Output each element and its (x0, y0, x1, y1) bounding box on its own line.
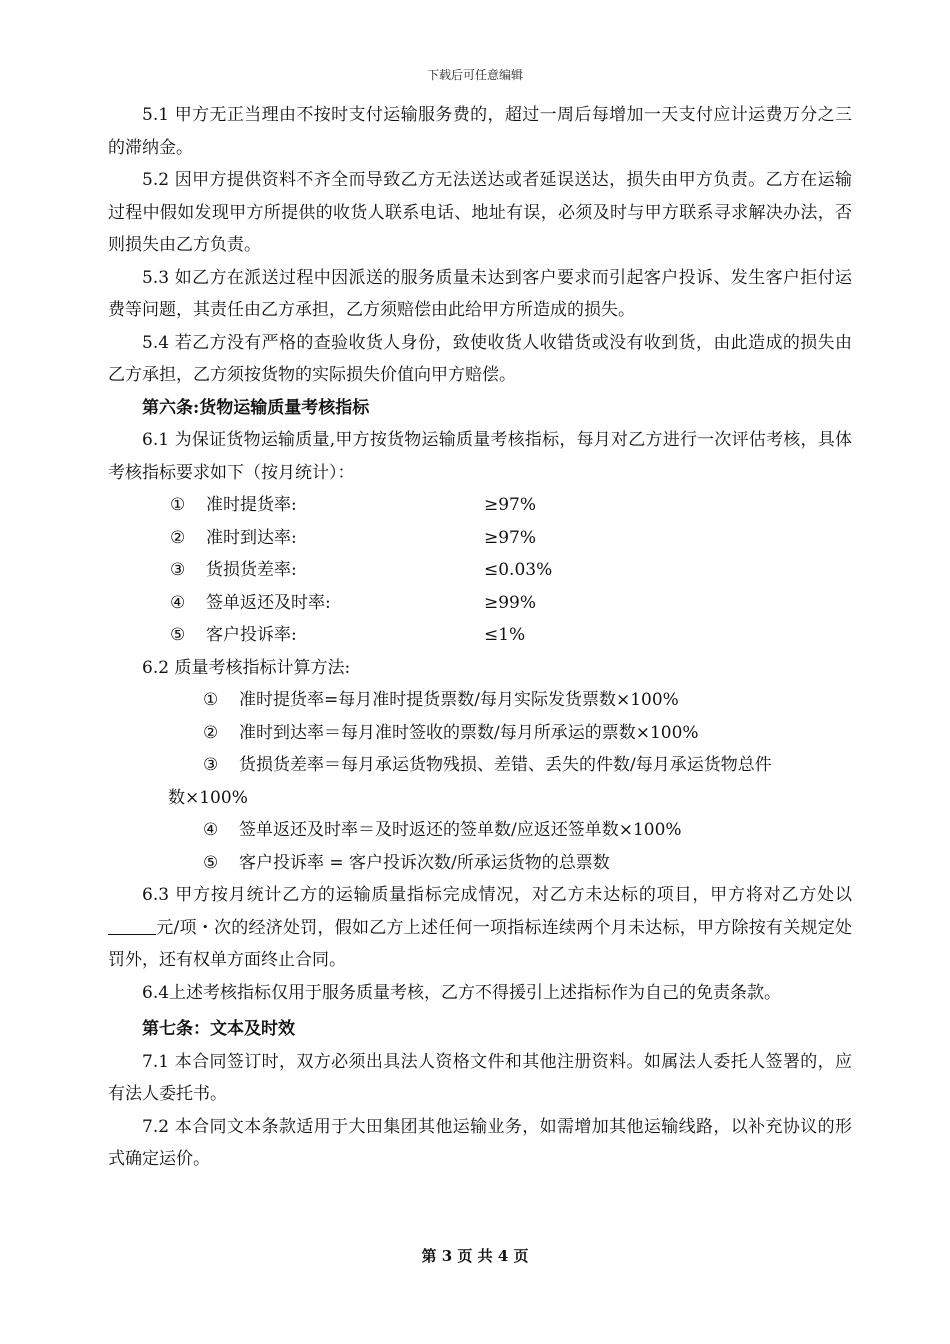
indicator-number: ② (170, 527, 186, 548)
calculation-formula: 准时提货率=每月准时提货票数/每月实际发货票数×100% (239, 690, 679, 710)
calculation-item (108, 684, 852, 717)
calculation-formula: 货损货差率＝每月承运货物残损、差错、丢失的件数/每月承运货物总件 (239, 755, 772, 775)
indicator-name: 货损货差率: (206, 560, 297, 580)
indicator-value: ≥99% (484, 592, 537, 613)
indicator-row (108, 489, 852, 522)
indicator-row (108, 554, 852, 587)
document-body (108, 99, 852, 1176)
calculation-formula: 准时到达率＝每月准时签收的票数/每月所承运的票数×100% (239, 722, 699, 743)
indicator-row (108, 619, 852, 652)
indicator-name: 准时提货率: (206, 495, 297, 515)
calculation-item (108, 749, 852, 782)
clause-6-4: 6.4上述考核指标仅用于服务质量考核，乙方不得援引上述指标作为自己的免责条款。 (142, 982, 782, 1003)
indicator-list (108, 489, 852, 652)
calculation-number: ⑤ (203, 852, 219, 873)
calculation-item (108, 717, 852, 750)
indicator-number: ④ (170, 592, 186, 613)
clause-6-1: 6.1 为保证货物运输质量,甲方按货物运输质量考核指标，每月对乙方进行一次评估考核，具体考核指标要求如下（按月统计）： (108, 430, 852, 483)
clause-7-1: 7.1 本合同签订时，双方必须出具法人资格文件和其他注册资料。如属法人委托人签署的，应有法人委托书。 (108, 1051, 852, 1104)
clause-5-2: 5.2 因甲方提供资料不齐全而导致乙方无法送达或者延误送达，损失由甲方负责。乙方在运输过程中假如发现甲方所提供的收货人联系电话、地址有误，必须及时与甲方联系寻求解决办法，否则损失由乙方负责。 (108, 170, 852, 255)
indicator-value: ≤1% (484, 625, 526, 645)
calculation-list (108, 684, 852, 879)
penalty-amount-blank (108, 916, 156, 935)
calculation-formula: 客户投诉率 = 客户投诉次数/所承运货物的总票数 (239, 852, 610, 873)
indicator-name: 准时到达率: (206, 527, 297, 548)
page-header-note: 下载后可任意编辑 (426, 68, 523, 82)
calculation-item (108, 814, 852, 847)
clause-5-4: 5.4 若乙方没有严格的查验收货人身份，致使收货人收错货或没有收到货，由此造成的损失由乙方承担，乙方须按货物的实际损失价值向甲方赔偿。 (108, 332, 852, 385)
calculation-item (108, 847, 852, 880)
calculation-number: ④ (203, 820, 219, 840)
clause-7-2: 7.2 本合同文本条款适用于大田集团其他运输业务，如需增加其他运输线路，以补充协议的形式确定运价。 (108, 1116, 852, 1169)
article-6-heading: 第六条:货物运输质量考核指标 (142, 397, 370, 418)
calculation-formula: 签单返还及时率＝及时返还的签单数/应返还签单数×100% (239, 820, 682, 840)
indicator-value: ≥97% (484, 527, 537, 548)
page-number-footer: 第 3 页 共 4 页 (421, 1247, 529, 1265)
clause-6-3-part-b: 元/项・次的经济处罚，假如乙方上述任何一项指标连续两个月未达标，甲方除按有关规定处罚外，还有权单方面终止合同。 (108, 917, 852, 970)
calculation-number: ② (203, 722, 219, 743)
indicator-number: ③ (170, 560, 186, 580)
article-7-heading: 第七条：文本及时效 (142, 1019, 295, 1039)
clause-6-3 (108, 879, 852, 977)
calculation-continuation: 数×100% (168, 787, 248, 808)
indicator-value: ≤0.03% (484, 560, 553, 580)
indicator-number: ⑤ (170, 625, 186, 645)
clause-6-3-part-a: 6.3 甲方按月统计乙方的运输质量指标完成情况，对乙方未达标的项目，甲方将对乙方处以 (142, 885, 852, 905)
clause-5-3: 5.3 如乙方在派送过程中因派送的服务质量未达到客户要求而引起客户投诉、发生客户拒付运费等问题，其责任由乙方承担，乙方须赔偿由此给甲方所造成的损失。 (108, 267, 852, 320)
indicator-row (108, 522, 852, 555)
indicator-name: 客户投诉率: (206, 625, 297, 645)
calculation-number: ① (203, 690, 219, 710)
clause-5-1: 5.1 甲方无正当理由不按时支付运输服务费的，超过一周后每增加一天支付应计运费万分之三的滞纳金。 (108, 105, 852, 158)
indicator-name: 签单返还及时率: (206, 592, 331, 613)
calculation-number: ③ (203, 755, 219, 775)
clause-6-2: 6.2 质量考核指标计算方法: (142, 657, 351, 678)
indicator-number: ① (170, 495, 186, 515)
indicator-value: ≥97% (484, 495, 537, 515)
indicator-row (108, 587, 852, 620)
